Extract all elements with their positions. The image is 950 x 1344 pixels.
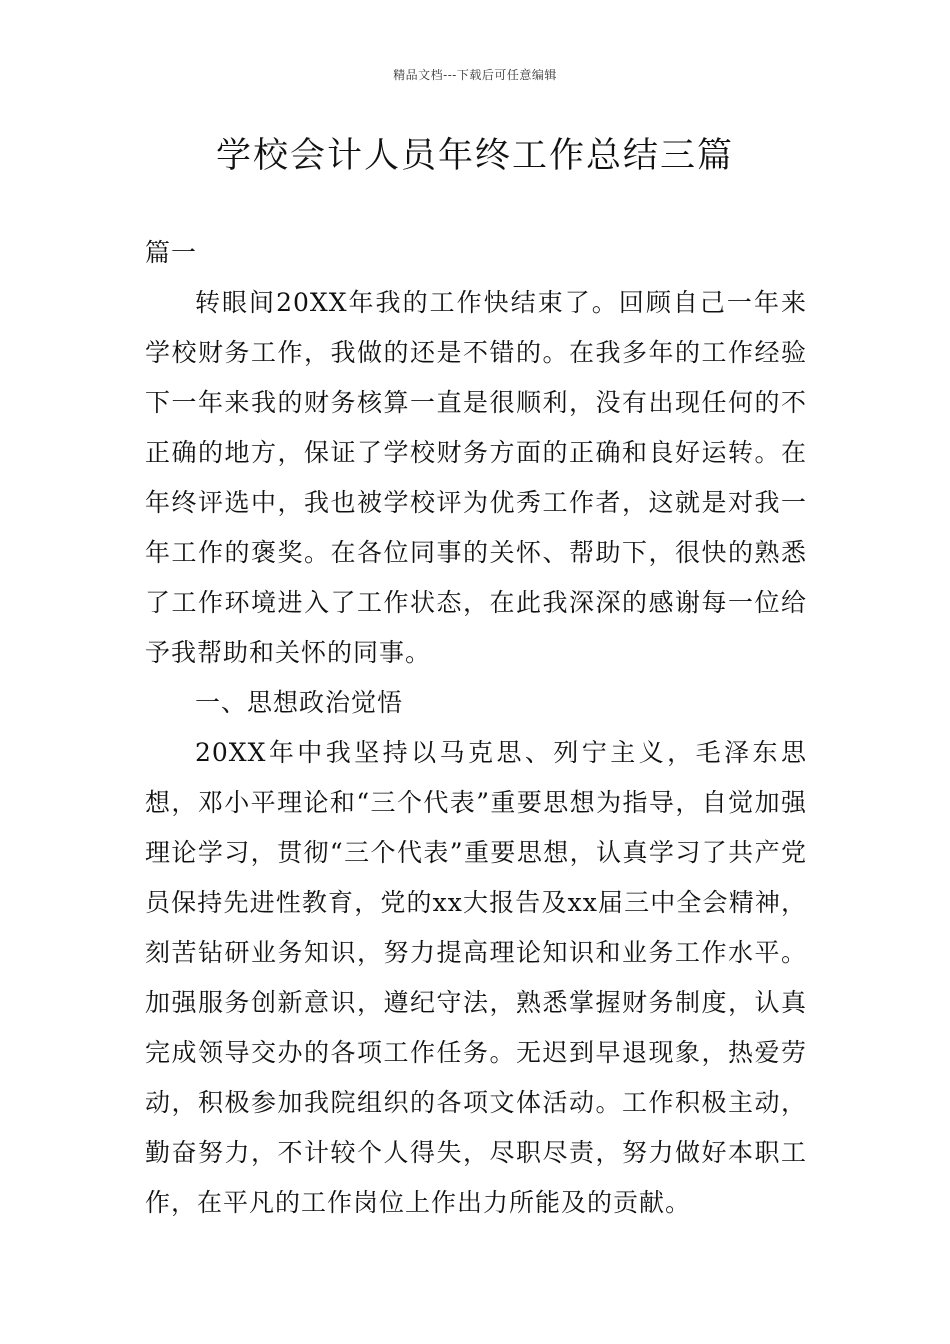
paragraph-intro: 转眼间20XX年我的工作快结束了。回顾自己一年来学校财务工作，我做的还是不错的。在我多年的工作经验下一年来我的财务核算一直是很顺利，没有出现任何的不正确的地方，保证了学校财务方面的正确和良好运转。在年终评选中，我也被学校评为优秀工作者，这就是对我一年工作的褒奖。在各位同事的关怀、帮助下，很快的熟悉了工作环境进入了工作状态，在此我深深的感谢每一位给予我帮助和关怀的同事。 bbox=[145, 288, 807, 667]
page-header-note: 精品文档---下载后可任意编辑 bbox=[393, 68, 557, 82]
section-label: 篇一 bbox=[145, 238, 198, 267]
document-title: 学校会计人员年终工作总结三篇 bbox=[215, 136, 734, 176]
paragraph-political: 20XX年中我坚持以马克思、列宁主义，毛泽东思想，邓小平理论和“三个代表”重要思想为指导，自觉加强理论学习，贯彻“三个代表”重要思想，认真学习了共产党员保持先进性教育，党的xx大报告及xx届三中全会精神，刻苦钻研业务知识，努力提高理论知识和业务工作水平。加强服务创新意识，遵纪守法，熟悉掌握财务制度，认真完成领导交办的各项工作任务。无迟到早退现象，热爱劳动，积极参加我院组织的各项文体活动。工作积极主动，勤奋努力，不计较个人得失，尽职尽责，努力做好本职工作，在平凡的工作岗位上作出力所能及的贡献。 bbox=[145, 738, 807, 1217]
document-body bbox=[145, 228, 807, 1228]
section-heading-political: 一、思想政治觉悟 bbox=[195, 688, 404, 717]
